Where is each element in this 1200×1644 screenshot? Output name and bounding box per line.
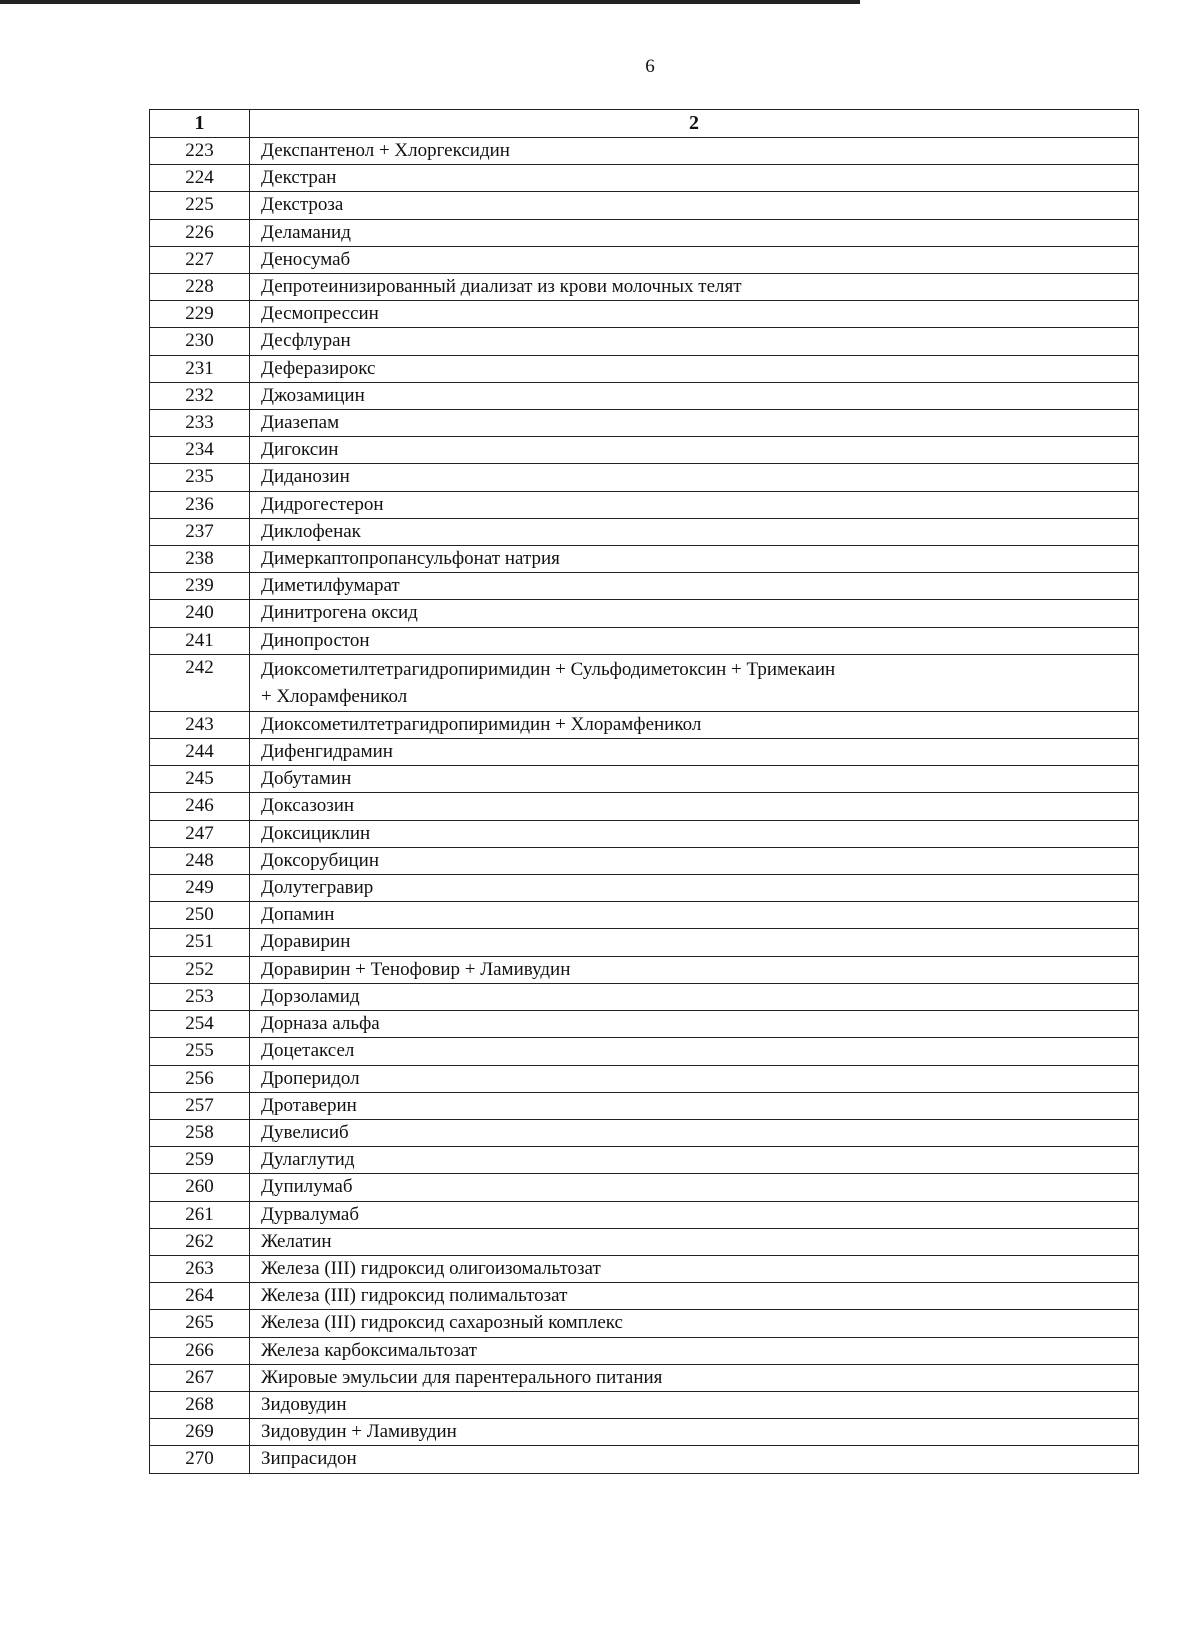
table-row <box>150 983 1139 1010</box>
table-row <box>150 654 1139 711</box>
drug-name: Десфлуран <box>250 328 1139 355</box>
table-row <box>150 1446 1139 1473</box>
row-number: 244 <box>150 739 250 766</box>
table-row <box>150 1310 1139 1337</box>
table-row <box>150 1147 1139 1174</box>
drug-name: Доравирин + Тенофовир + Ламивудин <box>250 956 1139 983</box>
table-row <box>150 165 1139 192</box>
table-row <box>150 464 1139 491</box>
row-number: 224 <box>150 165 250 192</box>
table-row <box>150 902 1139 929</box>
table-row <box>150 301 1139 328</box>
drug-name: Диоксометилтетрагидропиримидин + Хлорамфеникол <box>250 711 1139 738</box>
row-number: 260 <box>150 1174 250 1201</box>
row-number: 228 <box>150 274 250 301</box>
row-number: 223 <box>150 138 250 165</box>
table-row <box>150 1011 1139 1038</box>
drug-name: Димеркаптопропансульфонат натрия <box>250 546 1139 573</box>
table-row <box>150 711 1139 738</box>
table-row <box>150 274 1139 301</box>
row-number: 229 <box>150 301 250 328</box>
drug-name: Доксазозин <box>250 793 1139 820</box>
header-row <box>150 110 1139 138</box>
table-row <box>150 355 1139 382</box>
table-row <box>150 1391 1139 1418</box>
page-number: 6 <box>645 56 655 77</box>
drug-name: Доцетаксел <box>250 1038 1139 1065</box>
row-number: 263 <box>150 1255 250 1282</box>
table-row <box>150 875 1139 902</box>
row-number: 231 <box>150 355 250 382</box>
drug-name: Доравирин <box>250 929 1139 956</box>
column-header-number: 1 <box>150 110 250 138</box>
table-row <box>150 766 1139 793</box>
table-row <box>150 1228 1139 1255</box>
table-row <box>150 192 1139 219</box>
table-row <box>150 1255 1139 1282</box>
row-number: 226 <box>150 219 250 246</box>
table-row <box>150 410 1139 437</box>
table-row <box>150 1174 1139 1201</box>
table-row <box>150 1201 1139 1228</box>
table-row <box>150 1038 1139 1065</box>
drug-name: Доксициклин <box>250 820 1139 847</box>
drug-name: Депротеинизированный диализат из крови молочных телят <box>250 274 1139 301</box>
row-number: 252 <box>150 956 250 983</box>
row-number: 237 <box>150 518 250 545</box>
table-row <box>150 246 1139 273</box>
row-number: 261 <box>150 1201 250 1228</box>
row-number: 239 <box>150 573 250 600</box>
drug-name: Долутегравир <box>250 875 1139 902</box>
drug-name: Дорзоламид <box>250 983 1139 1010</box>
table-row <box>150 219 1139 246</box>
table-row <box>150 1119 1139 1146</box>
drug-name: Дротаверин <box>250 1092 1139 1119</box>
table-row <box>150 518 1139 545</box>
drug-name: Дигоксин <box>250 437 1139 464</box>
drug-name: Зидовудин <box>250 1391 1139 1418</box>
table-row <box>150 138 1139 165</box>
table-row <box>150 739 1139 766</box>
table-row <box>150 382 1139 409</box>
drug-name: Диданозин <box>250 464 1139 491</box>
row-number: 269 <box>150 1419 250 1446</box>
row-number: 243 <box>150 711 250 738</box>
drug-name: Дидрогестерон <box>250 491 1139 518</box>
drug-name: Дифенгидрамин <box>250 739 1139 766</box>
row-number: 262 <box>150 1228 250 1255</box>
row-number: 257 <box>150 1092 250 1119</box>
drug-name: Диазепам <box>250 410 1139 437</box>
row-number: 249 <box>150 875 250 902</box>
row-number: 236 <box>150 491 250 518</box>
row-number: 255 <box>150 1038 250 1065</box>
table-row <box>150 929 1139 956</box>
row-number: 268 <box>150 1391 250 1418</box>
row-number: 247 <box>150 820 250 847</box>
drug-name: Дупилумаб <box>250 1174 1139 1201</box>
row-number: 232 <box>150 382 250 409</box>
drug-name: Диклофенак <box>250 518 1139 545</box>
row-number: 240 <box>150 600 250 627</box>
drug-name: Десмопрессин <box>250 301 1139 328</box>
row-number: 230 <box>150 328 250 355</box>
table-row <box>150 491 1139 518</box>
table-row <box>150 956 1139 983</box>
drug-name: Деламанид <box>250 219 1139 246</box>
table-row <box>150 847 1139 874</box>
row-number: 238 <box>150 546 250 573</box>
row-number: 258 <box>150 1119 250 1146</box>
drug-name: Желатин <box>250 1228 1139 1255</box>
table-row <box>150 1283 1139 1310</box>
drug-name: Динитрогена оксид <box>250 600 1139 627</box>
row-number: 241 <box>150 627 250 654</box>
row-number: 248 <box>150 847 250 874</box>
drug-name: Дроперидол <box>250 1065 1139 1092</box>
table-row <box>150 1364 1139 1391</box>
drug-name: Джозамицин <box>250 382 1139 409</box>
row-number: 227 <box>150 246 250 273</box>
drug-name: Доксорубицин <box>250 847 1139 874</box>
drug-name: Допамин <box>250 902 1139 929</box>
drug-name: Деносумаб <box>250 246 1139 273</box>
row-number: 266 <box>150 1337 250 1364</box>
drug-name: Дурвалумаб <box>250 1201 1139 1228</box>
row-number: 245 <box>150 766 250 793</box>
table-row <box>150 1419 1139 1446</box>
drug-name: Деферазирокс <box>250 355 1139 382</box>
table-row <box>150 546 1139 573</box>
drug-name: Железа (III) гидроксид сахарозный комплекс <box>250 1310 1139 1337</box>
drug-name: Железа (III) гидроксид полимальтозат <box>250 1283 1139 1310</box>
row-number: 265 <box>150 1310 250 1337</box>
row-number: 264 <box>150 1283 250 1310</box>
row-number: 256 <box>150 1065 250 1092</box>
drug-list-table <box>149 109 1139 1474</box>
drug-name: Дорназа альфа <box>250 1011 1139 1038</box>
drug-name: Дулаглутид <box>250 1147 1139 1174</box>
drug-name: Диметилфумарат <box>250 573 1139 600</box>
table-row <box>150 1092 1139 1119</box>
top-scan-border <box>0 0 860 4</box>
drug-name: Декстран <box>250 165 1139 192</box>
row-number: 234 <box>150 437 250 464</box>
drug-name: Добутамин <box>250 766 1139 793</box>
row-number: 254 <box>150 1011 250 1038</box>
row-number: 251 <box>150 929 250 956</box>
row-number: 235 <box>150 464 250 491</box>
row-number: 246 <box>150 793 250 820</box>
drug-name: Динопростон <box>250 627 1139 654</box>
row-number: 267 <box>150 1364 250 1391</box>
row-number: 225 <box>150 192 250 219</box>
table-row <box>150 600 1139 627</box>
table-row <box>150 328 1139 355</box>
row-number: 270 <box>150 1446 250 1473</box>
table-row <box>150 793 1139 820</box>
table-row <box>150 437 1139 464</box>
drug-name: Жировые эмульсии для парентерального питания <box>250 1364 1139 1391</box>
row-number: 250 <box>150 902 250 929</box>
table-row <box>150 627 1139 654</box>
drug-name: Диоксометилтетрагидропиримидин + Сульфодиметоксин + Тримекаин + Хлорамфеникол <box>250 654 1139 711</box>
table-row <box>150 1065 1139 1092</box>
drug-name: Дувелисиб <box>250 1119 1139 1146</box>
row-number: 242 <box>150 654 250 711</box>
row-number: 259 <box>150 1147 250 1174</box>
table-row <box>150 820 1139 847</box>
drug-name: Декстроза <box>250 192 1139 219</box>
table-body <box>150 138 1139 1474</box>
table-row <box>150 573 1139 600</box>
drug-name: Зипрасидон <box>250 1446 1139 1473</box>
row-number: 233 <box>150 410 250 437</box>
column-header-name: 2 <box>250 110 1139 138</box>
drug-name: Железа (III) гидроксид олигоизомальтозат <box>250 1255 1139 1282</box>
drug-name: Зидовудин + Ламивудин <box>250 1419 1139 1446</box>
drug-name: Декспантенол + Хлоргексидин <box>250 138 1139 165</box>
row-number: 253 <box>150 983 250 1010</box>
table-row <box>150 1337 1139 1364</box>
drug-name: Железа карбоксимальтозат <box>250 1337 1139 1364</box>
